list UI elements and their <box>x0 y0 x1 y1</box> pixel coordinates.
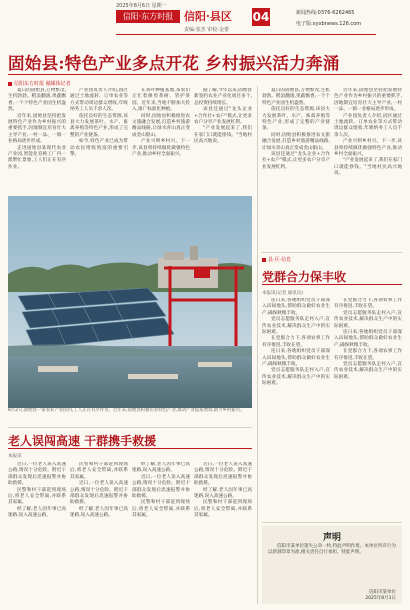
section-divider <box>262 252 402 253</box>
paragraph: 近日,一位老人误入高速公路,情况十分危险。附近干部群众发现后迅速报警并协助救援。 <box>132 474 190 500</box>
paragraph: 连日来,各地组织党员干部深入田间地头,帮助群众做好农业生产,确保秋粮丰收。 <box>262 349 330 368</box>
paragraph: 同时,固始县积极推进农文旅融合发展,打造乡村旅游精品线路,让绿水青山真正变成金山银山。 <box>262 132 330 151</box>
main-headline: 固始县:特色产业多点开花 乡村振兴活力奔涌 <box>8 54 340 73</box>
section-divider <box>8 427 252 428</box>
paragraph: 近日,一位老人误入高速公路,情况十分危险。附近干部群众发现后迅速报警并协助救援。 <box>194 462 252 487</box>
label-square-icon <box>262 258 266 262</box>
paragraph: 产业园负责人介绍,园区通过土地流转、订单农业等方式带动周边群众增收,年吸纳务工人员千余人次。 <box>70 88 128 113</box>
paper-logo: 信阳·东方时报 <box>116 10 180 23</box>
paragraph: 连日来,各地组织党员干部深入田间地头,帮助群众做好农业生产,确保秋粮丰收。 <box>262 298 330 316</box>
paragraph: 依托良好的生态资源,该县大力发展茶叶、水产、畜禽养殖等特色产业,形成了完整的产业链条。 <box>70 113 128 138</box>
main-byline-text: 信阳东方时报 融媒体记者 <box>14 81 71 87</box>
editor-credits: 责编:张杰 审校:金蕾 <box>184 27 229 33</box>
byline-square-icon <box>8 82 12 86</box>
notice-body <box>268 544 396 556</box>
paragraph: 依托良好的生态资源,该县大力发展茶叶、水产、畜禽养殖等特色产业,形成了完整的产业链条。 <box>262 107 330 132</box>
paragraph: 如今,特色产业已成为带动农民增收致富的重要引擎。 <box>70 139 128 158</box>
website: 电子版:xyxbnews.126.com <box>296 21 362 27</box>
notice-box <box>262 526 402 604</box>
notice-text: 信阳市某单位遗失公章一枚,特此声明作废。本单位所有行为以新刻印章为准,相关责任自行承担。特此声明。 <box>268 544 396 556</box>
notice-date: 2025年8月1日 <box>365 596 396 601</box>
section-label <box>262 256 291 263</box>
paragraph: 该县还通过"龙头企业+合作社+农户"模式,让更多农户分享产业发展红利。 <box>262 152 330 170</box>
page-number: 04 <box>252 10 270 24</box>
paragraph: 近日,一位老人误入高速公路,情况十分危险。附近干部群众发现后迅速报警并协助救援。 <box>8 462 66 487</box>
notice-title: 声明 <box>322 533 341 543</box>
article-column-4 <box>194 88 252 194</box>
bottom-column-1 <box>8 462 66 604</box>
paragraph: 民警和村干部赶到现场后,将老人安全带离,并联系其家属。 <box>194 500 252 519</box>
paragraph: 在党群合力下,各项农事工作有序推进,丰收在望。 <box>334 298 402 310</box>
paragraph: 产业兴则乡村兴。下一步,该县将持续做优做强特色产业,推动乡村全面振兴。 <box>132 139 190 158</box>
paragraph: 连日来,各地组织党员干部深入田间地头,帮助群众做好农业生产,确保秋粮丰收。 <box>334 330 402 348</box>
paragraph: "产业发展起来了,我们在家门口就能挣钱。"当地村民高兴地说。 <box>194 126 252 145</box>
bottom-headline-rule <box>8 448 252 449</box>
section-name: 信阳·县区 <box>184 10 232 23</box>
right-column-1 <box>262 298 330 520</box>
photo-caption: 8月2日,固始县一家农业产业园内,工人正在有序作业。近年来,固始县积极培育特色产业,推动产业提质增效,助力乡村振兴。 <box>8 408 245 413</box>
paragraph: 产业兴则乡村兴。下一步,该县将持续做优做强特色产业,推动乡村全面振兴。 <box>334 139 402 158</box>
bottom-column-2 <box>70 462 128 604</box>
paragraph: 据了解,今年以来,固始县新签约农业产业化项目多个,总投资持续增长。 <box>194 88 252 106</box>
bottom-headline: 老人误闯高速 干群携手救援 <box>8 434 157 448</box>
paragraph: 在党群合力下,各项农事工作有序推进,丰收在望。 <box>262 336 330 348</box>
paragraph: 该县还通过"龙头企业+合作社+农户"模式,让更多农户分享产业发展红利。 <box>194 107 252 126</box>
notice-signature <box>365 590 396 602</box>
header-rule <box>116 34 376 35</box>
paragraph: 走进固始县某现代农业产业园,智能化育秧工厂内一派繁忙景象,工人们正在有序作业。 <box>8 145 66 170</box>
paragraph: 在茶叶种植基地,茶农们正忙着修剪茶树、管护茶园。近年来,当地不断加大投入,推广标准化种植。 <box>132 88 190 113</box>
paragraph: 民警和村干部赶到现场后,将老人安全带离,并联系其家属。 <box>70 462 128 480</box>
paragraph: 夏日的固始县,万物繁茂,生机勃勃。稻浪翻滚,果蔬飘香,一个个特色产业园生机盎然。 <box>262 88 330 106</box>
paragraph: 同时,固始县积极推进农文旅融合发展,打造乡村旅游精品线路,让绿水青山真正变成金山银山。 <box>132 113 190 138</box>
paragraph: 经了解,老人因年事已高迷路,误入高速公路。 <box>194 487 252 500</box>
article-column-2 <box>70 88 128 194</box>
bottom-byline: 本报讯 <box>8 454 22 459</box>
paragraph: 民警和村干部赶到现场后,将老人安全带离,并联系其家属。 <box>8 487 66 506</box>
right-column-2 <box>334 298 402 520</box>
right-headline: 党群合力保丰收 <box>262 270 347 284</box>
paragraph: 党员志愿服务队走村入户,宣传农业技术,解决群众生产中的实际困难。 <box>334 362 402 380</box>
paragraph: 产业园负责人介绍,园区通过土地流转、订单农业等方式带动周边群众增收,年吸纳务工人员千余人次。 <box>334 113 402 138</box>
news-hotline: 新闻热线:0376-6262465 <box>296 10 355 16</box>
section-label-text: 县·区·信息 <box>268 257 292 263</box>
right-byline: 本报讯(记者 通讯员) <box>262 291 303 296</box>
section-divider <box>262 522 402 523</box>
paragraph: 经了解,老人因年事已高迷路,误入高速公路。 <box>132 462 190 474</box>
main-byline <box>8 80 71 87</box>
paragraph: 党员志愿服务队走村入户,宣传农业技术,解决群众生产中的实际困难。 <box>334 310 402 329</box>
paragraph: 在党群合力下,各项农事工作有序推进,丰收在望。 <box>334 349 402 361</box>
page-header <box>0 0 410 44</box>
headline-rule <box>8 74 402 75</box>
article-column-5 <box>262 88 330 248</box>
paragraph: 民警和村干部赶到现场后,将老人安全带离,并联系其家属。 <box>132 500 190 519</box>
paragraph: 近日,一位老人误入高速公路,情况十分危险。附近干部群众发现后迅速报警并协助救援。 <box>70 481 128 506</box>
news-photo <box>8 196 252 408</box>
article-column-1 <box>8 88 66 194</box>
right-headline-rule <box>262 284 402 285</box>
bottom-column-3 <box>132 462 190 604</box>
paragraph: 夏日的固始县,万物繁茂,生机勃勃。稻浪翻滚,果蔬飘香,一个个特色产业园生机盎然。 <box>8 88 66 113</box>
notice-signer: 信阳市某单位 <box>369 590 396 595</box>
issue-date: 2025年8月6日 星期一 <box>116 3 167 9</box>
paragraph: 近年来,固始县坚持把发展特色产业作为乡村振兴的重要抓手,因地制宜培育壮大主导产业,一村一品、一镇一业格局逐步形成。 <box>8 113 66 145</box>
bottom-column-4 <box>194 462 252 604</box>
article-column-3 <box>132 88 190 194</box>
paragraph: 党员志愿服务队走村入户,宣传农业技术,解决群众生产中的实际困难。 <box>262 368 330 387</box>
paragraph: "产业发展起来了,我们在家门口就能挣钱。"当地村民高兴地说。 <box>334 158 402 177</box>
article-column-6 <box>334 88 402 248</box>
paragraph: 经了解,老人因年事已高迷路,误入高速公路。 <box>8 506 66 519</box>
paragraph: 近年来,固始县坚持把发展特色产业作为乡村振兴的重要抓手,因地制宜培育壮大主导产业,一村一品、一镇一业格局逐步形成。 <box>334 88 402 113</box>
paragraph: 经了解,老人因年事已高迷路,误入高速公路。 <box>70 506 128 519</box>
industrial-park-illustration <box>8 196 252 408</box>
column-divider <box>257 86 258 604</box>
paragraph: 党员志愿服务队走村入户,宣传农业技术,解决群众生产中的实际困难。 <box>262 317 330 336</box>
